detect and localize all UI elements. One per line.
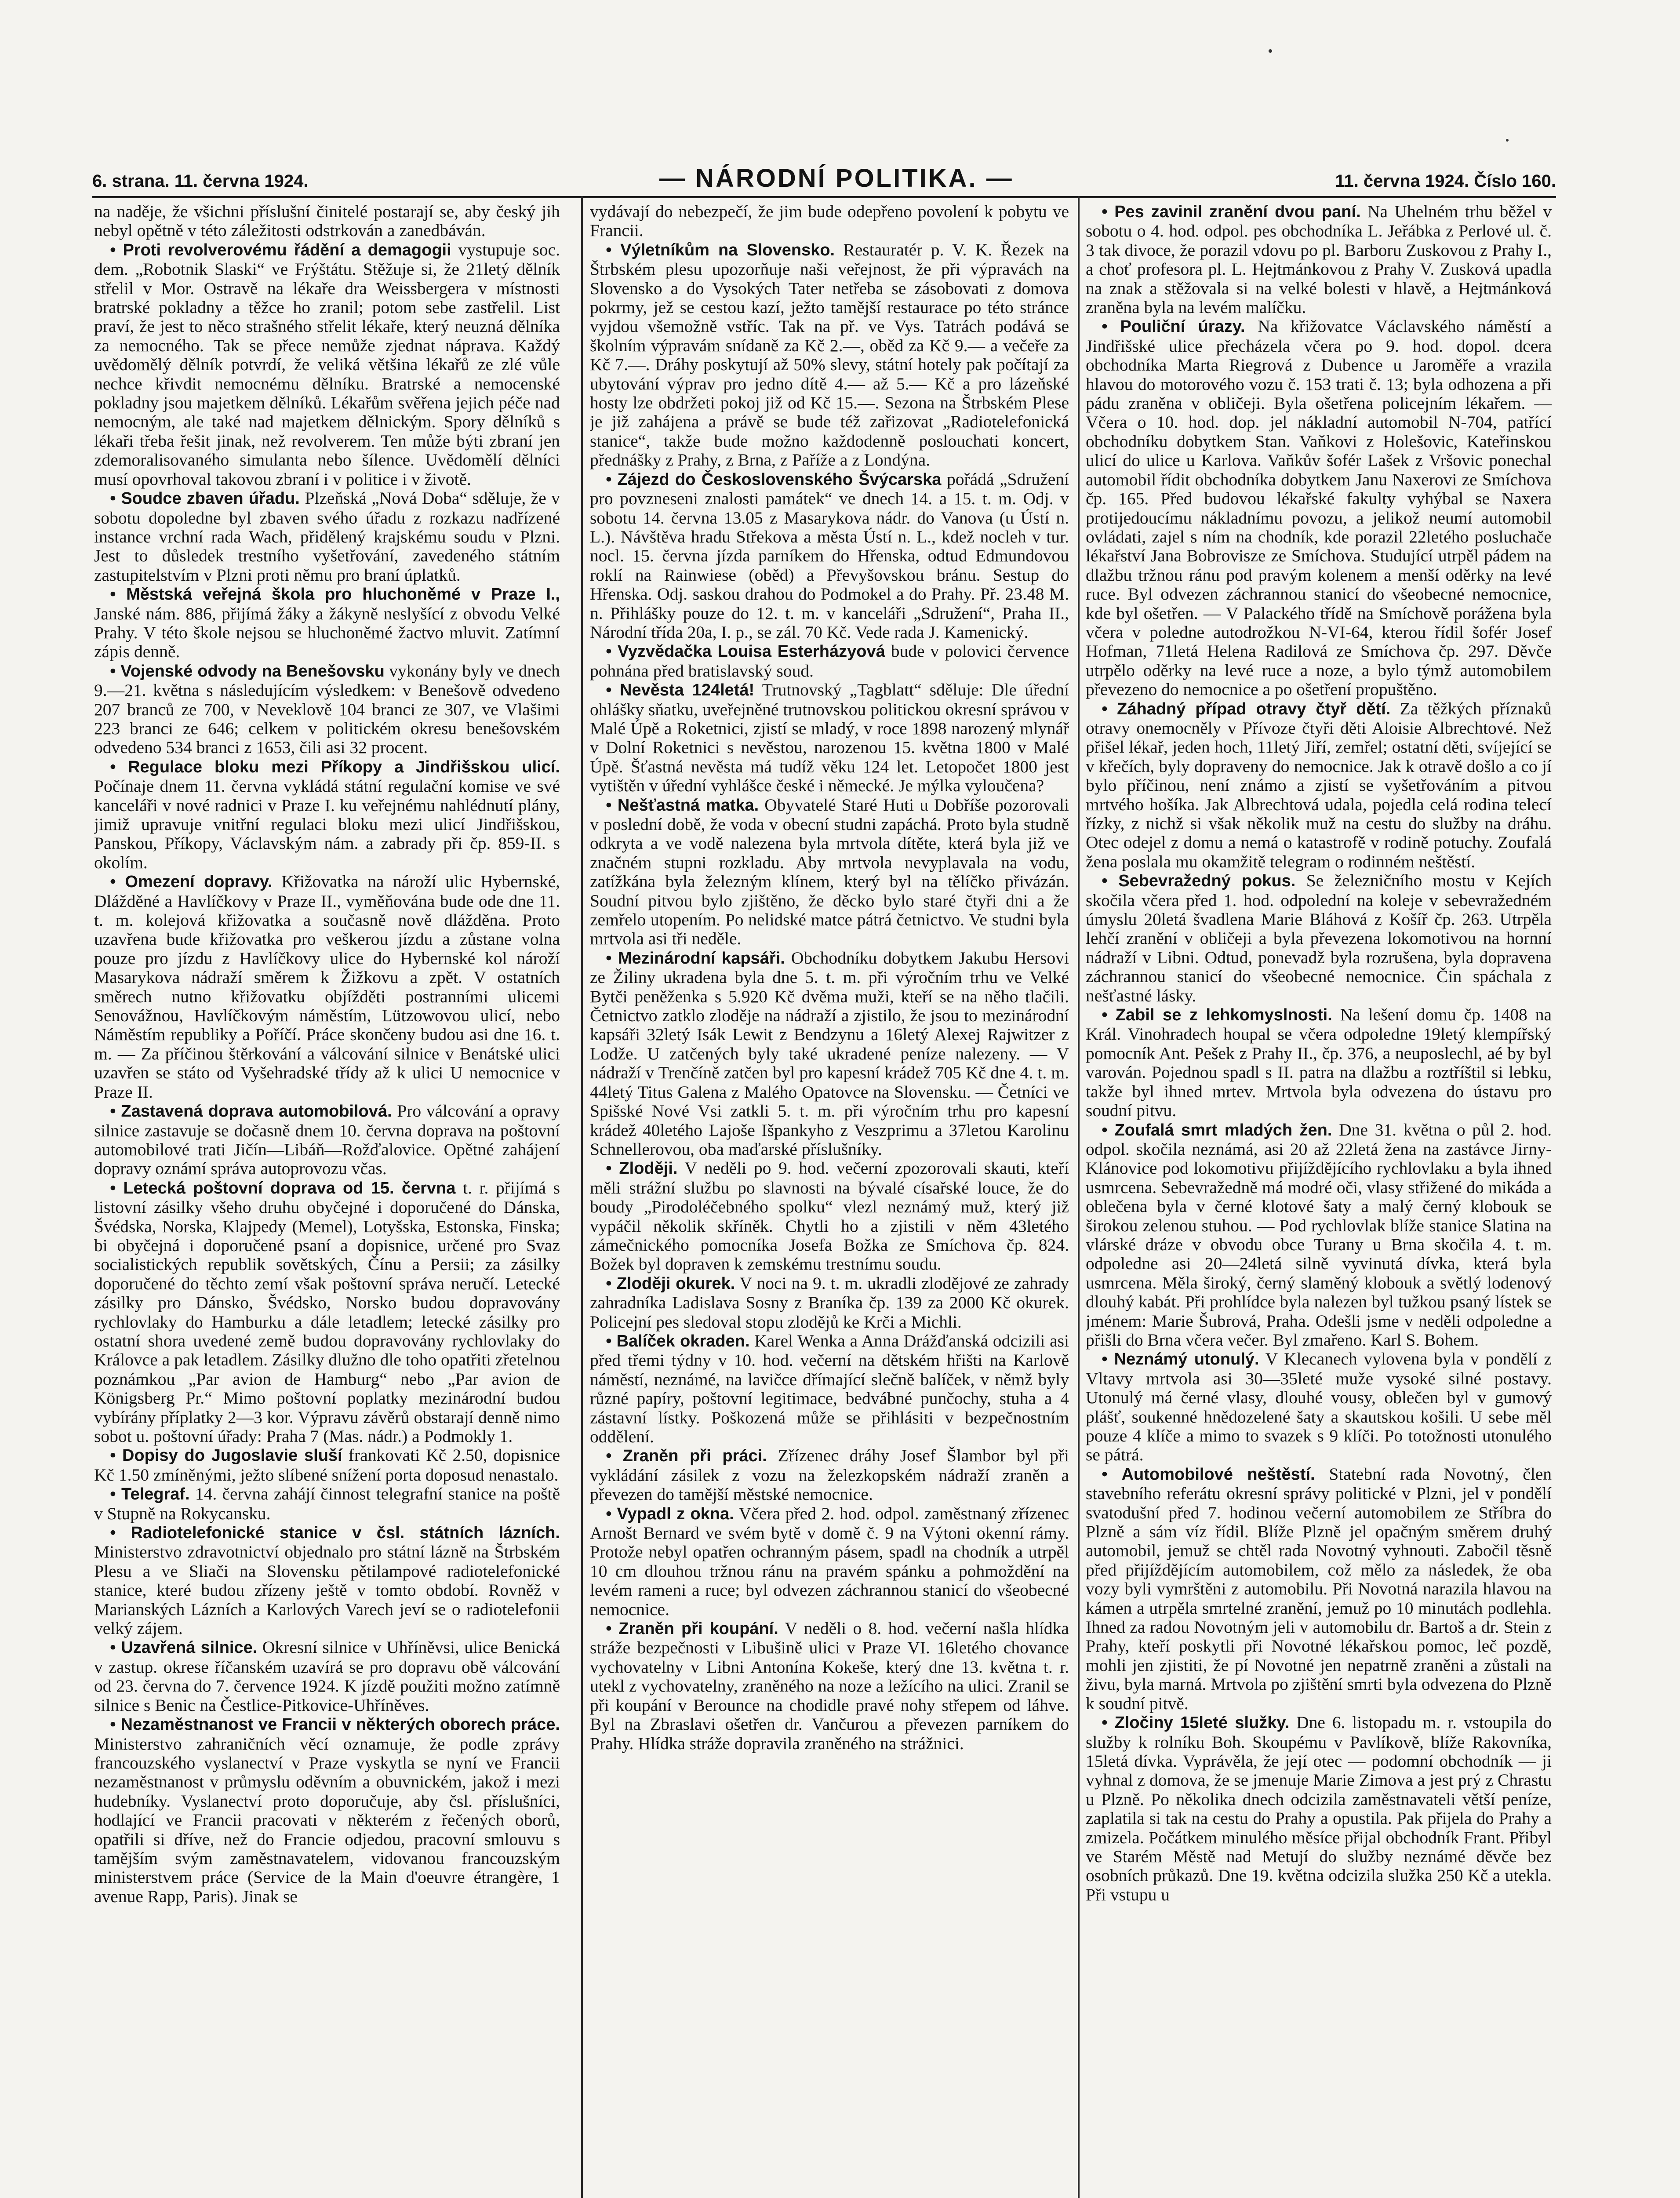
article-headline: Uzavřená silnice. [121, 1638, 258, 1657]
article-body: V noci na 9. t. m. ukradli zlodějové ze zahrady zahradníka Ladislava Sosny z Braníka čp. 139 za 2000 Kč okurek. Policejní pes sledoval stopu zlodějů ke Krči a Michli. [590, 1273, 1069, 1332]
article-headline: Vypadl z okna. [617, 1504, 734, 1523]
article [94, 202, 560, 240]
article [590, 949, 1069, 1159]
article-headline: Regulace bloku mezi Příkopy a Jindřišskou ulicí. [128, 757, 560, 776]
article-body: pořádá „Sdružení pro povzneseni znalosti památek“ ve dnech 14. a 15. t. m. Odj. v sobotu 14. června 13.05 z Masarykova nádr. do Vanova (u Ústí n. L.). Návštěva hradu Střekova a města Ústí n. L., kdež nocleh v tur. nocl. 15. června jízda parníkem do Hřenska, odtud Edmundovou roklí na Rainwiese (oběd) a Převyšovskou bránu. Sestup do Hřenska. Odj. saskou drahou do Podmokel a do Prahy. Př. 23.48 M. n. Přihlášky pouze do 12. t. m. v kanceláři „Sdružení“, Praha II., Národní třída 20a, I. p., se zál. 70 Kč. Vede rada J. Kamenický. [590, 469, 1069, 642]
article-headline: Radiotelefonické stanice v čsl. státních lázních. [131, 1524, 560, 1543]
article-body: Na Uhelném trhu běžel v sobotu o 4. hod. odpol. pes obchodníka L. Jeřábka z Perlové ul. č. 3 tak divoce, že porazil vdovu po pl. Barboru Zuskovou z Prahy I., a choť profesora pl. L. Hejtmánkovou z Prahy V. Zusková upadla na znak a stěžovala si na velké bolesti v hlavě, a Hejtmánková zraněna byla na levém malíčku. [1086, 202, 1552, 317]
article-body: bude v polovici července pohnána před bratislavský soud. [590, 641, 1069, 681]
article-body: Počínaje dnem 11. června vykládá státní regulační komise ve své kanceláři v nové radnici v Praze I. ku veřejnému nahlédnutí plány, jimiž upravuje vnitřní regulaci bloku mezi ulicí Jindřišskou, Panskou, Příkopy, Václavským nám. a zabrady při čp. 859-II. s okolím. [94, 776, 560, 872]
article [94, 1715, 560, 1906]
article [590, 1274, 1069, 1332]
article [590, 1619, 1069, 1753]
article [590, 1446, 1069, 1504]
newspaper-title: — NÁRODNÍ POLITIKA. — [659, 164, 1014, 193]
article [590, 796, 1069, 949]
article-body: Pro válcování a opravy silnice zastavuje se dočasně dnem 10. června doprava na poštovní automobilové trati Jičín—Libáň—Rožďalovice. Opětné zahájení dopravy oznámí správa autoprovozu včas. [94, 1101, 560, 1179]
article-headline: Městská veřejná škola pro hluchoněmé v Praze I., [126, 585, 560, 604]
article-body: Na křižovatce Václavského náměstí a Jindřišské ulice přecházela včera po 9. hod. dopol. dcera obchodníka Marta Riegrová z Dubence u Jaroměře a vrazila hlavou do motorového vozu č. 153 trati č. 13; byla odhozena a při pádu zraněna v obličeji. Byla ošetřena policejním lékařem. — Včera o 10. hod. dop. jel nákladní automobil N-704, patřící obchodníku dobytkem Stan. Vaňkovi z Holešovic, Kateřinskou ulicí do ulice u Karlova. Vaňkův šofér Lašek z Vršovic ponechal automobil řídit obchodníka dobytkem Janu Naxerovi ze Smíchova čp. 165. Před budovou lékařské fakulty vyhýbal se Naxera protijedoucímu nákladnímu povozu, a jelikož neumí automobil ovládati, zajel s ním na chodník, kde porazil 22letého posluchače lékařství Jana Bobrovisze ze Smíchova. Studující utrpěl pádem na dlažbu tržnou ránu pod pravým kolenem a menší oděrky na levé ruce. Byl odvezen záchrannou stanicí do všeobecné nemocnice, kde byl ošetřen. — V Palackého třídě na Smíchově porážena byla včera v poledne autodrožkou N-VI-64, kterou řídil šofér Josef Hofman, 71letá Helena Radilová ze Smíchova čp. 297. Děvče utrpělo oděrky na levé ruce a noze, a bylo týmž automobilem převezeno do nemocnice a po ošetření propuštěno. [1086, 317, 1552, 699]
article-body: 14. června zahájí činnost telegrafní stanice na poště v Stupně na Rokycansku. [94, 1484, 560, 1523]
article-body: V Klecanech vylovena byla v pondělí z Vltavy mrtvola asi 30—35leté muže vysoké silné postavy. Utonulý má černé vlasy, dlouhé vousy, oblečen byl v gumový plášť, soukenné hnědozelené šaty a skautskou košili. U sebe měl pouze 4 klíče a mimo to svazek s 9 klíči. Po totožnosti utonulého se pátrá. [1086, 1349, 1552, 1465]
scan-speck [1506, 139, 1509, 142]
article-body: Obchodníku dobytkem Jakubu Hersovi ze Žiliny ukradena byla dne 5. t. m. při výročním trhu ve Velké Bytči peněženka s 5.920 Kč dvěma muži, kteří se na něho tlačili. Četnictvo zatklo zloděje na nádraží a zjistilo, že jsou to mezinárodní kapsáři 32letý Isák Lewit z Bendzynu a 16letý Alexej Rajwitzer z Lodže. U zatčených byly také ukradené peníze nalezeny. — V nádraží v Trenčíně zatčen byl pro kapesní krádež 705 Kč dne 4. t. m. 44letý Titus Galena z Malého Opatovce na Slovensku. — Četníci ve Spišské Nové Vsi zatkli 5. t. m. při výročním trhu pro kapesní krádež 40letého Lajoše Išpankyho z Veszprimu a 37letou Karolinu Schnellerovou, oba maďarské příslušníky. [590, 948, 1069, 1159]
article-headline: Pouliční úrazy. [1120, 317, 1245, 336]
article-headline: Neznámý utonulý. [1114, 1350, 1259, 1369]
article-headline: Zraněn při práci. [622, 1447, 767, 1466]
article [94, 1523, 560, 1638]
article [94, 240, 560, 489]
article-body: Ministerstvo zahraničních věcí oznamuje, že podle zprávy francouzského vyslanectví v Praze vyskytla se nyní ve Francii nezaměstnanost v průmyslu oděvním a obuvnickém, jakož i mezi hudebníky. Vyslanectví proto doporučuje, aby čsl. příslušníci, hodlající ve Francii pracovati v některém z řečených oborů, opatřili si dříve, než do Francie odjedou, pracovní smlouvu s tamějším svým zaměstnavatelem, vidovanou francouzským ministerstvem práce (Service de la Main d'oeuvre étrangère, 1 avenue Rapp, Paris). Jinak se [94, 1734, 560, 1906]
article-headline: Záhadný případ otravy čtyř dětí. [1117, 699, 1391, 718]
article [94, 1446, 560, 1485]
article-body: t. r. přijímá s listovní zásilky všeho druhu obyčejné i doporučené do Dánska, Švédska, Norska, Klajpedy (Memel), Lotyšska, Estonska, Finska; bi obyčejná i doporučené psaní a dopisnice, určené pro Svaz socialistických republik sovětských, Čínu a Persii; za zásilky doporučené do těchto zemí však poštovní správa neručí. Letecké zásilky pro Dánsko, Švédsko, Norsko budou dopravovány rychlovlaky do Hamburku a dále letadlem; letecké zásilky pro ostatní shora uvedené země budou dopravovány rychlovlaky do Královce a pak letadlem. Zásilky dlužno dle toho opatřiti zřetelnou poznámkou „Par avion de Hamburg“ nebo „Par avion de Königsberg Pr.“ Mimo poštovní poplatky mezinárodní budou vybírány příplatky 2—3 kor. Výpravu závěrů obstarají denně nimo sobot u. poštovní úřady: Praha 7 (Mas. nádr.) a Podmokly 1. [94, 1178, 560, 1446]
article [1086, 699, 1552, 872]
article [590, 240, 1069, 470]
article-headline: Pes zavinil zranění dvou paní. [1114, 203, 1361, 221]
article-body: Ministerstvo zdravotnictví objednalo pro státní lázně na Štrbském Plesu a ve Sliači na Slovensku pětilampové radiotelefonické stanice, které budou zřízeny ještě v tomto období. Rovněž v Marianských Lázních a Karlových Varech jeví se o radiotelefonii velký zájem. [94, 1542, 560, 1638]
article [1086, 1005, 1552, 1120]
article-headline: Vyzvědačka Louisa Esterházyová [617, 642, 885, 661]
article [1086, 202, 1552, 317]
article-headline: Automobilové neštěstí. [1121, 1465, 1315, 1484]
article [94, 872, 560, 1102]
article [1086, 317, 1552, 699]
column-divider [1078, 196, 1080, 2198]
article-body: Obyvatelé Staré Huti u Dobříše pozorovali v poslední době, že voda v obecní studni zapáchá. Proto byla studně odkryta a ve vodě nalezena byla mrtvola dítěte, která byla již ve značném stupni rozkladu. Aby mrtvola nevyplavala na vodu, zatížkána byla železným klínem, který byl na tělíčko přivázán. Soudní pitvou bylo zjištěno, že děcko bylo staré čtyři dni a že zemřelo utopením. Po nelidské matce pátrá četnictvo. Ve studni byla mrtvola asi tři neděle. [590, 795, 1069, 949]
article-headline: Výletníkům na Slovensko. [620, 240, 835, 259]
article [590, 1504, 1069, 1619]
column-2 [590, 202, 1069, 2198]
article-headline: Letecká poštovní doprava od 15. června [123, 1179, 456, 1197]
article-headline: Soudce zbaven úřadu. [121, 489, 300, 508]
article-headline: Zastavená doprava automobilová. [121, 1102, 392, 1121]
page-number-date: 6. strana. 11. června 1924. [92, 171, 309, 191]
article [94, 757, 560, 872]
article-body: Na lešení domu čp. 1408 na Král. Vinohradech houpal se včera odpoledne 19letý klempířský pomocník Ant. Pešek z Prahy II., čp. 376, a neuposlechl, aé by byl varován. Pojednou spadl s II. patra na dlažbu a roztříštil si lebku, takže byl ihned mrtev. Mrtvola byla odvezena do ústavu pro soudní pitvu. [1086, 1005, 1552, 1121]
article-body: Statební rada Novotný, člen stavebního referátu okresní správy politické v Plzni, jel v pondělí svatodušní před 7. hodinou večerní automobilem ze Stříbra do Plzně a sám víz řídil. Blíže Plzně jel opačným směrem druhý automobil, jemuž se chtěl rada Novotný vyhnouti. Zabočil těsně před přijíždějícím automobilem, což mělo za následek, že oba vozy byli vymrštěni z automobilu. Při Novotná narazila hlavou na kámen a utrpěla smrtelné zranění, jemuž po 10 minutách podlehla. Ihned za radou Novotným jeli v automobilu dr. Bartoš a dr. Stein z Prahy, kteří poskytli při Novotné lékařskou pomoc, leč pozdě, mohli jen zjistiti, že pí Novotné jen nepatrně zraněni a zůstali na živu, byla marná. Mrtvola po zjištění smrti byla odvezena do Plzně k soudní pitvě. [1086, 1464, 1552, 1713]
article-body: Se železničního mostu v Kejích skočila včera před 1. hod. odpolední na koleje v sebevražedném úmyslu 20letá švadlena Marie Bláhová z Košíř čp. 263. Utrpěla lehčí zranění v obličeji a byla převezena lokomotivou na hornní nádraží v Libni. Odtud, ponevadž byla rozrušena, byla dopravena záchrannou stanicí do všeobecné nemocnice. Čin spáchala z nešťastné lásky. [1086, 871, 1552, 1005]
article-body: Trutnovský „Tagblatt“ sděluje: Dle úřední ohlášky sňatku, uveřejněné trutnovskou politickou okresní správou v Malé Úpě a Roketnici, zjistí se mladý, v roce 1898 narozený mlynář v Dolní Roketnici s nevěstou, narozenou 15. května 1800 v Malé Úpě. Šťastná nevěsta má tudíž věku 124 let. Letopočet 1800 jest vytištěn v úřední vyhlášce české i německé. Je mýlka vyloučena? [590, 680, 1069, 796]
article-body: Zřízenec dráhy Josef Šlambor byl při vykládání zásilek z vozu na železkopském nádraží zraněn a převezen do tamější městské nemocnice. [590, 1446, 1069, 1504]
article-body: Janské nám. 886, přijímá žáky a žákyně neslyšící z obvodu Velké Prahy. V této škole nejsou se hluchoněmé žactvo mluvit. Zatímní zápis denně. [94, 604, 560, 662]
article-body: na naděje, že všichni příslušní činitelé postarají se, aby český jih nebyl opětně v této záležitosti odstrkován a zanedbáván. [94, 202, 560, 240]
article-body: Včera před 2. hod. odpol. zaměstnaný zřízenec Arnošt Bernard ve svém bytě v domě č. 9 na Výtoni okenní rámy. Protože nebyl opatřen ochranným pásem, spadl na chodník a utrpěl 10 cm dlouhou tržnou ránu na pravém spánku a pohmoždění na levém rameni a ruce; byl odvezen záchrannou stanicí do všeobecné nemocnice. [590, 1503, 1069, 1619]
article [590, 642, 1069, 681]
article [590, 202, 1069, 240]
article-body: Dne 6. listopadu m. r. vstoupila do služby k rolníku Boh. Skoupému v Pavlíkově, blíže Rakovníka, 15letá dívka. Vyprávěla, že její otec — podomní obchodník — ji vyhnal z domova, že se jmenuje Marie Zimova a jest prý z Chrastu u Plzně. Po několika dnech odcizila zaměstnavateli větší peníze, zaplatila si tak na cestu do Prahy a opustila. Pak přijela do Prahy a zmizela. Počátkem minulého měsíce přijal obchodník Frant. Přibyl ve Starém Městě nad Metují do služby neznámé děvče bez osobních průkazů. Dne 19. května odcizila služka 250 Kč a utekla. Při vstupu u [1086, 1713, 1552, 1904]
article [94, 585, 560, 662]
article-headline: Zraněn při koupání. [618, 1619, 778, 1638]
article [1086, 1121, 1552, 1350]
scan-speck [1269, 49, 1272, 53]
article-body: Křižovatka na nároží ulic Hybernské, Dlážděné a Havlíčkovy v Praze II., vyměňována bude ode dne 11. t. m. kolejová křižovatka a současně nově dlážděna. Proto uzavřena bude křižovatka pro veškerou jízdu a zůstane volna pouze pro jízdu z Havlíčkovy ulice do Hybernské kol nároží Masarykova nádraží směrem k Žižkovu a zpět. V ostatních směrech nutno křižovatku objížděti postranními ulicemi Senovážnou, Havlíčkovým náměstím, Lützowovou ulicí, nebo Náměstím republiky a Poříčí. Práce skončeny budou asi dne 16. t. m. — Za příčinou štěrkování a válcování silnice v Benátské ulici uzavřen se státo od Vyšehradské třídy až k ulici U nemocnice v Praze II. [94, 872, 560, 1102]
article [94, 489, 560, 585]
article-headline: Nešťastná matka. [617, 796, 759, 815]
article [1086, 1713, 1552, 1904]
article-body: vykonány byly ve dnech 9.—21. května s následujícím výsledkem: v Benešově odvedeno 207 branců ze 700, v Neveklově 104 branci ze 307, ve Vlašimi 223 branci ze 646; celkem v politickém okresu benešovském odvedeno 534 branci z 1653, čili asi 32 procent. [94, 661, 560, 757]
article [590, 681, 1069, 795]
article [1086, 1465, 1552, 1713]
article-headline: Zabil se z lehkomyslnosti. [1115, 1006, 1332, 1025]
article-body: Restauratér p. V. K. Řezek na Štrbském plesu upozorňuje naši veřejnost, že při výpravách na Slovensko a do Vysokých Tater netřeba se zásobovati z domova pokrmy, jež se cestou kazí, ježto tamější restaurace po této stránce vyjdou všemožně vstříc. Tak na př. ve Vys. Tatrách podává se školním výpravám snídaně za Kč 2.—, oběd za Kč 9.— a večeře za Kč 7.—. Dráhy poskytují až 50% slevy, státní hotely pak počítají za ubytování výprav pro jedno dítě 4.— až 5.— Kč a pro lázeňské hosty lze obdržeti pokoj již od Kč 15.—. Sezona na Štrbském Plese je již zahájena a právě se bude též zařizovat „Radiotelefonická stanice“, takže bude možno každodenně poslouchati koncert, přednášky z Prahy, z Brna, z Paříže a z Londýna. [590, 240, 1069, 470]
date-issue-number: 11. června 1924. Číslo 160. [1335, 171, 1556, 191]
article-headline: Proti revolverovému řádění a demagogii [123, 240, 451, 259]
article-headline: Omezení dopravy. [125, 873, 273, 892]
article-headline: Zoufalá smrt mladých žen. [1114, 1121, 1332, 1139]
article-headline: Zločiny 15leté služky. [1114, 1714, 1290, 1732]
article [94, 662, 560, 757]
article-body: Plzeňská „Nová Doba“ sděluje, že v sobotu dopoledne byl zbaven svého úřadu z rozkazu nadřízené instance vrchní rada Wach, přidělený krajskému soudu v Plzni. Jest to důsledek trestního vyšetřování, zavedeného státním zastupitelstvím v Plzni proti němu pro braní úplatků. [94, 488, 560, 585]
article [1086, 871, 1552, 1005]
article-headline: Nezaměstnanost ve Francii v některých oborech práce. [120, 1715, 560, 1734]
page-header [92, 164, 1556, 192]
column-divider [581, 196, 583, 2198]
article [1086, 1350, 1552, 1464]
article-headline: Balíček okraden. [616, 1332, 750, 1350]
article-headline: Vojenské odvody na Benešovsku [120, 662, 385, 681]
article-headline: Mezinárodní kapsáři. [618, 949, 785, 968]
article-body: Karel Wenka a Anna Drážďanská odcizili asi před třemi týdny v 10. hod. večerní na dětském hřišti na Karlově náměstí, neznámé, na lavičce dřímající slečně balíček, v němž byly různé papíry, poštovní legitimace, bedvábné punčochy, stuha a 4 zástavní lístky. Poškozená může se přihlásiti v bezpečnostním oddělení. [590, 1331, 1069, 1446]
article-body: Dne 31. května o půl 2. hod. odpol. skočila neznámá, asi 20 až 22letá žena na zastávce Jirny-Klánovice pod lokomotivu přijíždějícího rychlovlaku a byla ihned usmrcena. Sebevražedně má modré oči, vlasy střižené do mikáda a oblečena byla v černé klotové šaty a malý černý klobouk se širokou zelenou stuhou. — Pod rychlovlak blíže stanice Slatina na vlárské dráze v obvodu obce Turany u Brna skočila 4. t. m. odpoledne asi 20—24letá silně vyvinutá dívka, která byla usmrcena. Měla široký, černý slaměný klobouk a světlý lodenový dlouhý kabát. Při prohlídce byla nalezen byl tužkou psaný lístek se jménem: Marie Šubrová, Praha. Odešli jsme v neděli odpoledne a přišli do Brna včera večer. Byl zmařeno. Karl S. Bohem. [1086, 1120, 1552, 1350]
article [590, 1159, 1069, 1274]
article [590, 470, 1069, 642]
header-rule [92, 196, 1556, 198]
article-headline: Zloději okurek. [616, 1274, 735, 1293]
article-headline: Sebevražedný pokus. [1118, 872, 1296, 891]
article-body: Okresní silnice v Uhříněvsi, ulice Benická v zastup. okrese říčanském uzavírá se pro dopravu obě válcování od 23. června do 7. července 1924. K jízdě použiti možno zatímně silnice s Benic na Čestlice-Pitkovice-Uhříněves. [94, 1638, 560, 1715]
article-headline: Telegraf. [121, 1485, 190, 1504]
article-body: frankovati Kč 2.50, dopisnice Kč 1.50 zmíněnými, ježto slíbené snížení porta doposud nenastalo. [94, 1445, 560, 1485]
article-headline: Dopisy do Jugoslavie sluší [122, 1446, 342, 1465]
column-3 [1086, 202, 1552, 2198]
article-body: vydávají do nebezpečí, že jim bude odepřeno povolení k pobytu ve Francii. [590, 202, 1069, 240]
article-headline: Nevěsta 124letá! [620, 681, 755, 700]
article [94, 1179, 560, 1446]
article [590, 1332, 1069, 1446]
article [94, 1102, 560, 1179]
article-body: Za těžkých příznaků otravy onemocněly v Přívoze čtyři děti Aloisie Albrechtové. Než přišel lékař, jeden hoch, 11letý Jiří, zemřel; ostatní děti, svíjející se v křečích, byly dopraveny do nemocnice. Jak k otravě došlo a co jí bylo příčinou, není známo a zjistí se vyšetřováním a pitvou mrtvého hošíka. Jak Albrechtová udala, pojedla celá rodina telecí řízky, z nichž si však několik muž na cestu do služby na dráhu. Otec odejel z domu a nemá o katastrofě v rodině potuchy. Zoufalá žena poslala mu okamžitě telegram o rodinném neštěstí. [1086, 699, 1552, 871]
article-body: V neděli po 9. hod. večerní zpozorovali skauti, kteří měli strážní službu po slavnosti na bývalé císařské louce, že do boudy „Pirodoléčebného spolku“ vlezl neznámý muž, který již vypáčil několik skříněk. Chytli ho a zjistili v něm 43letého zámečnického pomocníka Josefa Božka ze Smíchova čp. 824. Božek byl dopraven k zemskému trestnímu soudu. [590, 1158, 1069, 1274]
column-1 [94, 202, 560, 2198]
article-headline: Zájezd do Československého Švýcarska [617, 470, 942, 489]
article [94, 1485, 560, 1523]
article-body: V neděli o 8. hod. večerní našla hlídka stráže bezpečnosti v Libušině ulici v Praze VI. 16letého chovance vychovatelny v Libni Antonína Kokeše, který dne 13. května t. r. utekl z vychovatelny, zraněného na noze a ležícího na ulici. Zranil se při koupání v Berounce na chodidle pravé nohy střepem od láhve. Byl na Zbraslavi ošetřen dr. Vančurou a převezen parníkem do Prahy. Hlídka stráže dopravila zraněného na strážnici. [590, 1619, 1069, 1753]
article [94, 1638, 560, 1715]
article-body: vystupuje soc. dem. „Robotnik Slaski“ ve Frýštátu. Stěžuje si, že 21letý dělník střelil v Mor. Ostravě na lékaře dra Weissbergera v místnosti bratrské pokladny a těžce ho zranil; potom sebe zastřelil. List praví, že jest to něco strašného střelit lékaře, který neuzná dělníka za nemocného. Tak se přece nemůže zjednat náprava. Každý uvědomělý dělník potvrdí, že veliká většina lékařů ze zlé vůle nechce křivdit nemocnému dělníku. Bratrské a nemocenské pokladny jsou majetkem dělníků. Lékařům svěřena jejich péče nad nemocným, ale také nad majetkem dělnickým. Spory dělníků s lékaři třeba řešit jinak, než revolverem. Ten může býti zbraní jen zdemoralisovaného simulanta nebo šílence. Uvědomělí dělníci musí opovrhoval takovou zbraní i v politice i v životě. [94, 240, 560, 489]
article-headline: Zloději. [619, 1159, 678, 1178]
